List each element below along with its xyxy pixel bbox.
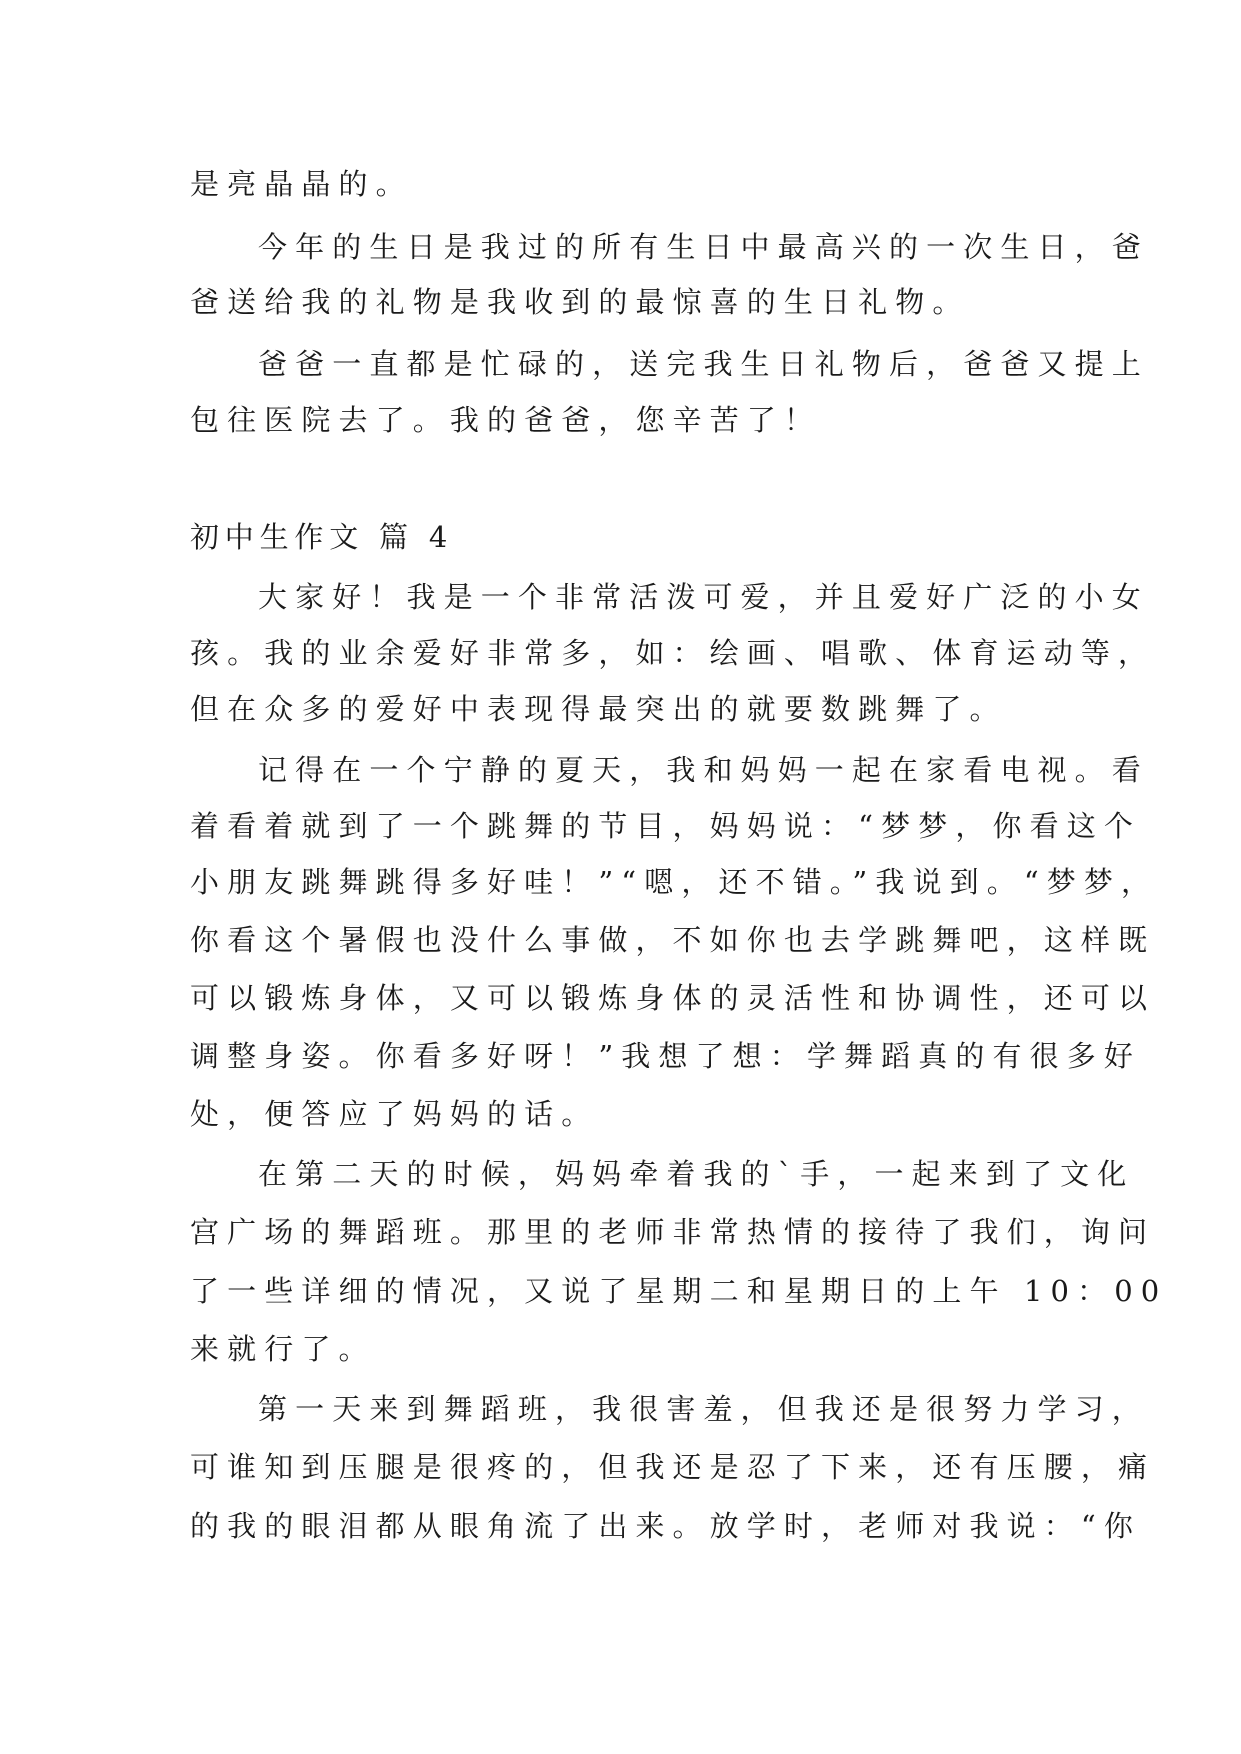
paragraph-first-class-line-2: 可谁知到压腿是很疼的，但我还是忍了下来，还有压腰，痛 — [190, 1450, 1156, 1484]
paragraph-memory-line-5: 可以锻炼身体，又可以锻炼身体的灵活性和协调性，还可以 — [190, 981, 1156, 1015]
paragraph-continuation-line: 是亮晶晶的。 — [190, 167, 413, 201]
paragraph-busy-line-2: 包往医院去了。我的爸爸，您辛苦了！ — [190, 403, 822, 437]
paragraph-memory-line-7: 处，便答应了妈妈的话。 — [190, 1097, 599, 1131]
paragraph-second-day-line-3: 了一些详细的情况，又说了星期二和星期日的上午 10：00 — [190, 1274, 1168, 1308]
paragraph-busy-line-1: 爸爸一直都是忙碌的，送完我生日礼物后，爸爸又提上 — [258, 347, 1149, 381]
paragraph-memory-line-1: 记得在一个宁静的夏天，我和妈妈一起在家看电视。看 — [258, 753, 1149, 787]
paragraph-memory-line-6: 调整身姿。你看多好呀！”我想了想：学舞蹈真的有很多好 — [190, 1039, 1141, 1073]
paragraph-second-day-line-2: 宫广场的舞蹈班。那里的老师非常热情的接待了我们，询问 — [190, 1215, 1156, 1249]
paragraph-first-class-line-3: 的我的眼泪都从眼角流了出来。放学时，老师对我说：“你 — [190, 1509, 1141, 1543]
paragraph-intro-line-3: 但在众多的爱好中表现得最突出的就要数跳舞了。 — [190, 692, 1007, 726]
section-heading: 初中生作文 篇 4 — [190, 520, 454, 554]
paragraph-memory-line-4: 你看这个暑假也没什么事做，不如你也去学跳舞吧，这样既 — [190, 923, 1156, 957]
paragraph-birthday-line-1: 今年的生日是我过的所有生日中最高兴的一次生日，爸 — [258, 230, 1149, 264]
paragraph-intro-line-1: 大家好！我是一个非常活泼可爱，并且爱好广泛的小女 — [258, 580, 1149, 614]
paragraph-birthday-line-2: 爸送给我的礼物是我收到的最惊喜的生日礼物。 — [190, 285, 970, 319]
paragraph-memory-line-3: 小朋友跳舞跳得多好哇！”“嗯，还不错。”我说到。“梦梦， — [190, 865, 1159, 899]
paragraph-second-day-line-4: 来就行了。 — [190, 1332, 376, 1366]
paragraph-first-class-line-1: 第一天来到舞蹈班，我很害羞，但我还是很努力学习， — [258, 1392, 1149, 1426]
paragraph-second-day-line-1: 在第二天的时候，妈妈牵着我的`手，一起来到了文化 — [258, 1157, 1135, 1191]
paragraph-intro-line-2: 孩。我的业余爱好非常多，如：绘画、唱歌、体育运动等， — [190, 636, 1156, 670]
paragraph-memory-line-2: 着看着就到了一个跳舞的节目，妈妈说：“梦梦，你看这个 — [190, 809, 1141, 843]
